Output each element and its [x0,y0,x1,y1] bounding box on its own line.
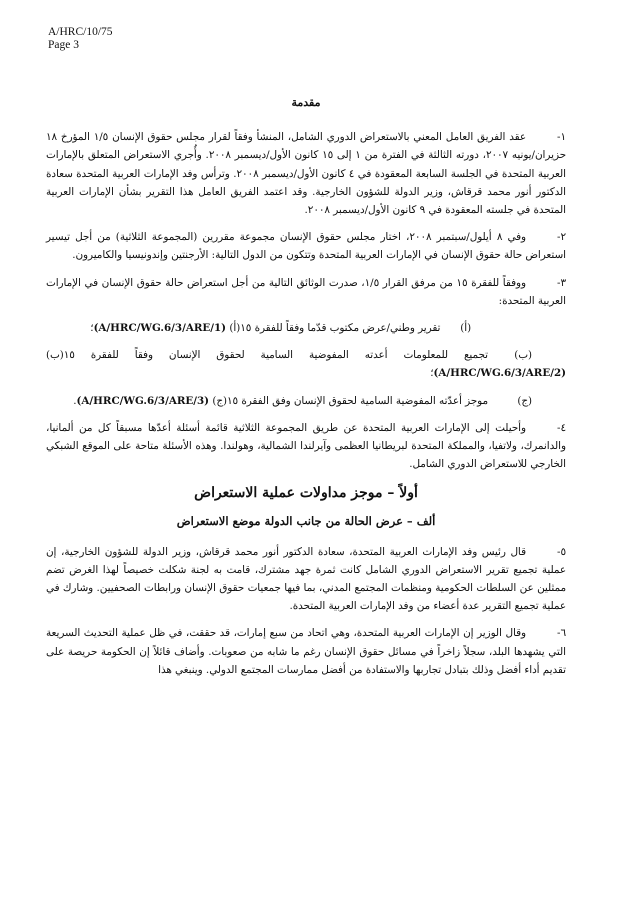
document-header [48,26,113,52]
sub-item-b [46,346,566,382]
document-body [46,94,566,688]
paragraph-5 [46,543,566,616]
document-reference: (A/HRC/WG.6/3/ARE/2) [433,367,566,380]
sub-item-label: (ج) [517,394,532,407]
sub-item-label: (أ) [460,322,472,335]
paragraph-number: ١- [557,131,567,144]
sub-item-a [46,319,566,337]
paragraph-number: ٣- [556,276,566,289]
paragraph-number: ٦- [556,627,566,640]
paragraph-number: ٢- [556,231,566,244]
paragraph-1 [46,128,566,219]
paragraph-text: وفي ٨ أيلول/سبتمبر ٢٠٠٨، اختار مجلس حقوق الإنسان مجموعة مقررين (المجموعة الثلاثية) من أجل تيسير استعراض حالة حقوق الإنسان في الإمارات العربية المتحدة وتتكون من الدول التالية: الأرجنتين وإندونيسيا والكاميرون. [46,231,566,262]
sub-item-text: تقرير وطني/عرض مكتوب قدّما وفقاً للفقرة ١٥(أ) [229,322,441,335]
paragraph-number: ٤- [556,421,566,434]
sub-item-end: ؛ [430,367,434,380]
paragraph-text: ووفقاً للفقرة ١٥ من مرفق القرار ١/٥، صدرت الوثائق التالية من أجل استعراض حالة حقوق الإنسان في الإمارات العربية المتحدة: [46,276,566,307]
paragraph-2 [46,228,566,264]
paragraph-3 [46,274,566,310]
document-symbol: A/HRC/10/75 [48,26,113,38]
paragraph-text: وقال الوزير إن الإمارات العربية المتحدة، وهي اتحاد من سبع إمارات، قد حققت، في ظل عملية التحديث السريعة التي يشهدها البلد، سجلاً زاخراً في مسائل حقوق الإنسان رغم ما شابه من صعوبات. وأضاف قائلاً إن الحكومة حريصة على تقديم أداء أفضل وذلك بتبادل تجاربها والاستفادة من أفضل ممارسات المجتمع الدولي. وينبغي هذا [46,627,566,676]
sub-item-text: تجميع للمعلومات أعدته المفوضية السامية لحقوق الإنسان وفقاً للفقرة ١٥(ب) [46,349,488,362]
page-number: Page 3 [48,39,79,51]
document-reference: (A/HRC/WG.6/3/ARE/1) [93,322,227,335]
paragraph-4 [46,419,566,474]
paragraph-text: قال رئيس وفد الإمارات العربية المتحدة، سعادة الدكتور أنور محمد قرقاش، وزير الدولة للشؤون الخارجية، إن عملية تجميع تقرير الاستعراض الدوري الشامل كانت ثمرة جهد مشترك، قامت به لجنة شكلت خصيصاً لهذا الغرض تضم ممثلين عن السلطات الحكومية ومنظمات المجتمع المدني، بما فيها جمعيات حقوق الإنسان ورابطات الصحفيين. وشارك في عملية تجميع التقرير عدة أعضاء من وفد الإمارات العربية المتحدة. [46,545,566,613]
part-heading: أولاً – موجز مداولات عملية الاستعراض [194,485,418,502]
document-reference: (A/HRC/WG.6/3/ARE/3) [76,394,210,407]
sub-item-end: ؛ [90,322,94,335]
paragraph-text: عقد الفريق العامل المعني بالاستعراض الدوري الشامل، المنشأ وفقاً لقرار مجلس حقوق الإنسان ١/٥ المؤرخ ١٨ حزيران/يونيه ٢٠٠٧، دورته الثالثة في الفترة من ١ إلى ١٥ كانون الأول/ديسمبر ٢٠٠٨. وأُجري الاستعراض المتعلق بالإمارات العربية المتحدة في الجلسة السابعة المعقودة في ٤ كانون الأول/ديسمبر ٢٠٠٨. وترأس وفد الإمارات العربية المتحدة سعادة الدكتور أنور محمد قرقاش، وزير الدولة للشؤون الخارجية. وقد اعتمد الفريق العامل هذا التقرير بشأن الإمارات العربية المتحدة في جلسته المعقودة في ٩ كانون الأول/ديسمبر ٢٠٠٨. [46,131,566,217]
section-heading: ألف – عرض الحالة من جانب الدولة موضع الاستعراض [176,514,436,529]
sub-item-c [46,392,566,410]
section-title-introduction: مقدمة [291,96,321,109]
sub-item-label: (ب) [514,349,532,362]
paragraph-text: وأحيلت إلى الإمارات العربية المتحدة عن طريق المجموعة الثلاثية قائمة أسئلة أعدّها مسبقاً كل من ألمانيا، والدانمرك، ولاتفيا، والمملكة المتحدة لبريطانيا العظمى وآيرلندا الشمالية، وهولندا. وهذه الأسئلة متاحة على الموقع الشبكي الخارجي للاستعراض الدوري الشامل. [46,421,566,471]
paragraph-number: ٥- [556,545,566,558]
sub-item-end: . [73,394,77,407]
paragraph-6 [46,624,566,679]
sub-item-text: موجز أعدّته المفوضية السامية لحقوق الإنسان وفق الفقرة ١٥(ج) [212,394,488,407]
